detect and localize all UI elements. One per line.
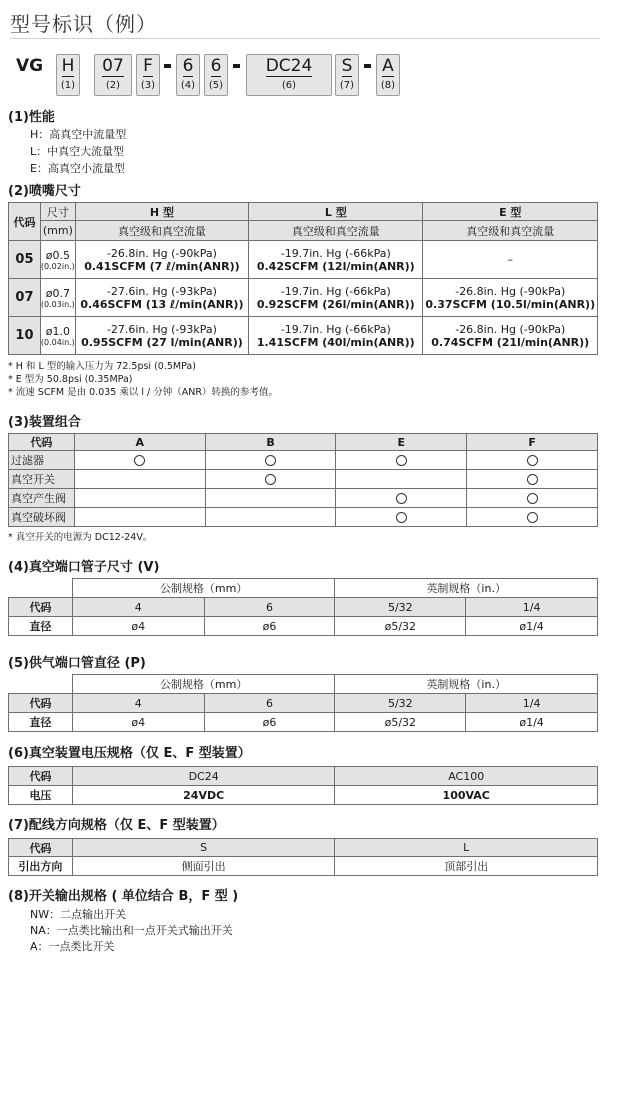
supply-port-inch: 英制规格（in.） xyxy=(335,675,598,694)
voltage-code: AC100 xyxy=(335,767,598,786)
supply-port-dia: ø4 xyxy=(72,713,204,732)
included-circle-icon xyxy=(527,512,538,523)
nozzle-flow: 0.95SCFM (27 l/min(ANR)) xyxy=(81,335,243,349)
vacuum-port-metric: 公制规格（mm） xyxy=(72,579,335,598)
page-title: 型号标识（例） xyxy=(10,12,157,36)
vacuum-port-table xyxy=(8,578,598,636)
nozzle-cell xyxy=(75,317,248,355)
switch-output-line: NA：一点类比输出和一点开关式输出开关 xyxy=(30,924,233,937)
vacuum-port-dia: ø1/4 xyxy=(466,617,598,636)
model-dash xyxy=(364,64,371,68)
vacuum-port-dia: ø5/32 xyxy=(335,617,466,636)
nozzle-sub-l: 真空级和真空流量 xyxy=(249,221,423,241)
supply-port-code: 5/32 xyxy=(335,694,466,713)
wiring-dir: 侧面引出 xyxy=(72,857,335,876)
model-box-combination xyxy=(136,54,160,96)
nozzle-type-l: L 型 xyxy=(249,203,423,221)
combination-col-a: A xyxy=(74,434,205,451)
nozzle-cell xyxy=(423,241,598,279)
model-prefix: VG xyxy=(16,56,44,76)
model-box-voltage xyxy=(246,54,332,96)
nozzle-sub-h: 真空级和真空流量 xyxy=(75,221,248,241)
nozzle-flow: 0.46SCFM (13 ℓ/min(ANR)) xyxy=(80,297,244,311)
nozzle-vacuum: -26.8in. Hg (-90kPa) xyxy=(106,246,217,260)
model-box-num: (1) xyxy=(60,80,76,91)
model-dash xyxy=(164,64,171,68)
included-circle-icon xyxy=(265,474,276,485)
combination-col-f: F xyxy=(467,434,598,451)
model-box-code: DC24 xyxy=(265,56,313,76)
nozzle-flow: 0.41SCFM (7 ℓ/min(ANR)) xyxy=(84,259,240,273)
vacuum-port-code: 6 xyxy=(204,598,335,617)
combination-table xyxy=(8,433,598,527)
voltage-table xyxy=(8,766,598,805)
supply-port-col-code: 代码 xyxy=(9,694,73,713)
nozzle-size-cell xyxy=(40,317,75,355)
nozzle-cell xyxy=(75,241,248,279)
wiring-code: S xyxy=(72,839,335,857)
nozzle-table xyxy=(8,202,598,355)
vacuum-port-code: 5/32 xyxy=(335,598,466,617)
nozzle-vacuum: -27.6in. Hg (-93kPa) xyxy=(106,322,217,336)
nozzle-size-cell xyxy=(40,241,75,279)
combination-note: * 真空开关的电源为 DC12-24V。 xyxy=(8,532,153,543)
nozzle-cell xyxy=(249,317,423,355)
table-row xyxy=(9,508,598,527)
table-row xyxy=(9,489,598,508)
vacuum-port-inch: 英制规格（in.） xyxy=(335,579,598,598)
nozzle-sub-e: 真空级和真空流量 xyxy=(423,221,598,241)
nozzle-code: 05 xyxy=(9,241,41,279)
table-row xyxy=(9,317,598,355)
section-heading-vacuum-port: (4)真空端口管子尺寸 (V) xyxy=(8,560,160,575)
nozzle-vacuum: -27.6in. Hg (-93kPa) xyxy=(106,284,217,298)
table-row xyxy=(9,617,598,636)
model-box-code: H xyxy=(61,56,75,76)
included-circle-icon xyxy=(134,455,145,466)
model-box-code: F xyxy=(143,56,153,76)
model-box-num: (2) xyxy=(105,80,121,91)
table-row xyxy=(9,713,598,732)
supply-port-col-dia: 直径 xyxy=(9,713,73,732)
nozzle-type-h: H 型 xyxy=(75,203,248,221)
switch-output-line: NW：二点输出开关 xyxy=(30,908,127,921)
nozzle-flow: 0.74SCFM (21l/min(ANR)) xyxy=(431,335,590,349)
section-heading-switch-output: (8)开关输出规格 ( 单位结合 B，F 型 ) xyxy=(8,889,239,904)
wiring-col-code: 代码 xyxy=(9,839,73,857)
performance-line: H：高真空中流量型 xyxy=(30,128,127,141)
nozzle-vacuum: – xyxy=(507,253,513,266)
nozzle-inch: (0.03in.) xyxy=(40,299,75,309)
combination-row-label: 真空破坏阀 xyxy=(9,508,75,527)
nozzle-code: 07 xyxy=(9,279,41,317)
model-box-num: (7) xyxy=(339,80,355,91)
nozzle-cell xyxy=(423,317,598,355)
nozzle-cell xyxy=(75,279,248,317)
supply-port-code: 6 xyxy=(204,694,335,713)
nozzle-col-mm: (mm) xyxy=(40,221,75,241)
wiring-col-dir: 引出方向 xyxy=(9,857,73,876)
performance-line: E：高真空小流量型 xyxy=(30,162,125,175)
model-box-code: S xyxy=(341,56,353,76)
model-box-supply-port xyxy=(204,54,228,96)
wiring-dir: 顶部引出 xyxy=(335,857,598,876)
included-circle-icon xyxy=(527,455,538,466)
nozzle-note: * 流速 SCFM 是由 0.035 乘以 l / 分钟（ANR）转换的参考值。 xyxy=(8,387,278,398)
nozzle-code: 10 xyxy=(9,317,41,355)
supply-port-code: 1/4 xyxy=(466,694,598,713)
supply-port-dia: ø5/32 xyxy=(335,713,466,732)
nozzle-type-e: E 型 xyxy=(423,203,598,221)
vacuum-port-dia: ø4 xyxy=(72,617,204,636)
model-box-nozzle xyxy=(94,54,132,96)
table-row xyxy=(9,786,598,805)
combination-col-b: B xyxy=(205,434,336,451)
model-box-performance xyxy=(56,54,80,96)
nozzle-size: ø0.7 xyxy=(45,286,70,300)
included-circle-icon xyxy=(396,493,407,504)
table-row xyxy=(9,451,598,470)
model-box-num: (6) xyxy=(281,80,297,91)
model-box-switch-output xyxy=(376,54,400,96)
section-heading-supply-port: (5)供气端口管直径 (P) xyxy=(8,656,146,671)
combination-row-label: 过滤器 xyxy=(9,451,75,470)
model-box-code: 07 xyxy=(102,56,124,76)
section-heading-combination: (3)装置组合 xyxy=(8,415,81,430)
nozzle-cell xyxy=(423,279,598,317)
included-circle-icon xyxy=(527,493,538,504)
supply-port-code: 4 xyxy=(72,694,204,713)
title-divider xyxy=(10,38,600,39)
nozzle-cell xyxy=(249,241,423,279)
model-box-num: (4) xyxy=(180,80,196,91)
included-circle-icon xyxy=(396,455,407,466)
nozzle-col-size: 尺寸 xyxy=(40,203,75,221)
nozzle-vacuum: -19.7in. Hg (-66kPa) xyxy=(280,246,391,260)
model-box-num: (3) xyxy=(140,80,156,91)
model-dash xyxy=(233,64,240,68)
section-heading-wiring: (7)配线方向规格（仅 E、F 型装置） xyxy=(8,818,225,833)
model-box-vacuum-port xyxy=(176,54,200,96)
supply-port-dia: ø1/4 xyxy=(466,713,598,732)
combination-row-label: 真空产生阀 xyxy=(9,489,75,508)
combination-col-code: 代码 xyxy=(9,434,75,451)
performance-line: L：中真空大流量型 xyxy=(30,145,125,158)
vacuum-port-code: 4 xyxy=(72,598,204,617)
nozzle-cell xyxy=(249,279,423,317)
section-heading-performance: (1)性能 xyxy=(8,110,55,125)
nozzle-size-cell xyxy=(40,279,75,317)
nozzle-inch: (0.04in.) xyxy=(40,337,75,347)
table-row xyxy=(9,279,598,317)
wiring-code: L xyxy=(335,839,598,857)
nozzle-vacuum: -26.8in. Hg (-90kPa) xyxy=(455,322,566,336)
nozzle-inch: (0.02in.) xyxy=(40,261,75,271)
switch-output-line: A：一点类比开关 xyxy=(30,940,115,953)
supply-port-dia: ø6 xyxy=(204,713,335,732)
voltage-value: 24VDC xyxy=(72,786,335,805)
model-box-code: 6 xyxy=(210,56,222,76)
nozzle-flow: 0.42SCFM (12l/min(ANR)) xyxy=(256,259,415,273)
supply-port-metric: 公制规格（mm） xyxy=(72,675,335,694)
nozzle-vacuum: -19.7in. Hg (-66kPa) xyxy=(280,284,391,298)
nozzle-vacuum: -26.8in. Hg (-90kPa) xyxy=(455,284,566,298)
nozzle-note: * H 和 L 型的输入压力为 72.5psi (0.5MPa) xyxy=(8,361,196,372)
included-circle-icon xyxy=(527,474,538,485)
nozzle-vacuum: -19.7in. Hg (-66kPa) xyxy=(280,322,391,336)
vacuum-port-dia: ø6 xyxy=(204,617,335,636)
model-box-num: (5) xyxy=(208,80,224,91)
voltage-code: DC24 xyxy=(72,767,335,786)
section-heading-nozzle: (2)喷嘴尺寸 xyxy=(8,184,81,199)
nozzle-flow: 0.92SCFM (26l/min(ANR)) xyxy=(256,297,415,311)
voltage-col-volt: 电压 xyxy=(9,786,73,805)
vacuum-port-code: 1/4 xyxy=(466,598,598,617)
table-row xyxy=(9,241,598,279)
combination-row-label: 真空开关 xyxy=(9,470,75,489)
vacuum-port-col-code: 代码 xyxy=(9,598,73,617)
model-box-code: 6 xyxy=(182,56,194,76)
voltage-col-code: 代码 xyxy=(9,767,73,786)
section-heading-voltage: (6)真空装置电压规格（仅 E、F 型装置） xyxy=(8,746,251,761)
table-row xyxy=(9,857,598,876)
model-box-code: A xyxy=(382,56,394,76)
nozzle-flow: 1.41SCFM (40l/min(ANR)) xyxy=(256,335,415,349)
voltage-value: 100VAC xyxy=(335,786,598,805)
nozzle-col-code: 代码 xyxy=(9,203,41,241)
combination-col-e: E xyxy=(336,434,467,451)
model-box-wiring xyxy=(335,54,359,96)
included-circle-icon xyxy=(396,512,407,523)
included-circle-icon xyxy=(265,455,276,466)
table-row xyxy=(9,470,598,489)
nozzle-flow: 0.37SCFM (10.5l/min(ANR)) xyxy=(425,297,596,311)
nozzle-note: * E 型为 50.8psi (0.35MPa) xyxy=(8,374,133,385)
wiring-table xyxy=(8,838,598,876)
supply-port-table xyxy=(8,674,598,732)
vacuum-port-col-dia: 直径 xyxy=(9,617,73,636)
model-box-num: (8) xyxy=(380,80,396,91)
nozzle-size: ø0.5 xyxy=(45,248,70,262)
nozzle-size: ø1.0 xyxy=(45,324,70,338)
